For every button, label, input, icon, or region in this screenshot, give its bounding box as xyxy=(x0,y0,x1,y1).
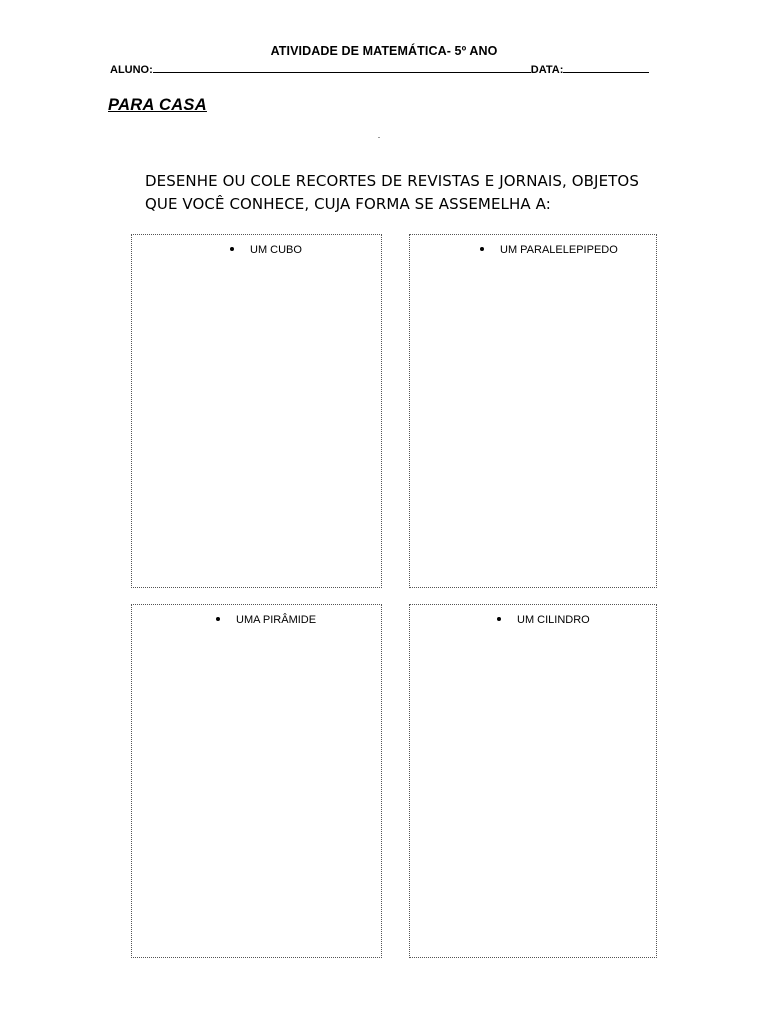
box-label-cylinder xyxy=(410,614,743,626)
instructions-line-1: DESENHE OU COLE RECORTES DE REVISTAS E JORNAIS, OBJETOS xyxy=(145,172,639,190)
student-name-label: ALUNO: xyxy=(110,64,153,76)
instructions-line-2: QUE VOCÊ CONHECE, CUJA FORMA SE ASSEMELHA A: xyxy=(145,195,551,213)
drawing-box-parallelepiped[interactable] xyxy=(409,234,657,588)
box-label-text: UMA PIRÂMIDE xyxy=(236,614,317,626)
bullet-icon xyxy=(216,617,220,621)
box-label-text: UM CILINDRO xyxy=(517,614,590,626)
date-blank[interactable] xyxy=(563,63,649,73)
drawing-box-cube[interactable] xyxy=(131,234,382,588)
worksheet-title: ATIVIDADE DE MATEMÁTICA- 5º ANO xyxy=(270,44,498,58)
box-label-parallelepiped xyxy=(410,244,726,256)
box-label-text: UM PARALELEPIPEDO xyxy=(500,244,618,256)
student-info-line xyxy=(110,63,658,76)
drawing-box-pyramid[interactable] xyxy=(131,604,382,958)
instructions xyxy=(145,170,665,216)
section-title: PARA CASA xyxy=(108,96,207,114)
bullet-icon xyxy=(480,247,484,251)
drawing-box-cylinder[interactable] xyxy=(409,604,657,958)
student-name-blank[interactable] xyxy=(153,63,531,73)
bullet-icon xyxy=(230,247,234,251)
box-label-text: UM CUBO xyxy=(250,244,302,256)
scan-speck xyxy=(378,137,380,138)
date-label: DATA: xyxy=(530,64,564,76)
bullet-icon xyxy=(497,617,501,621)
